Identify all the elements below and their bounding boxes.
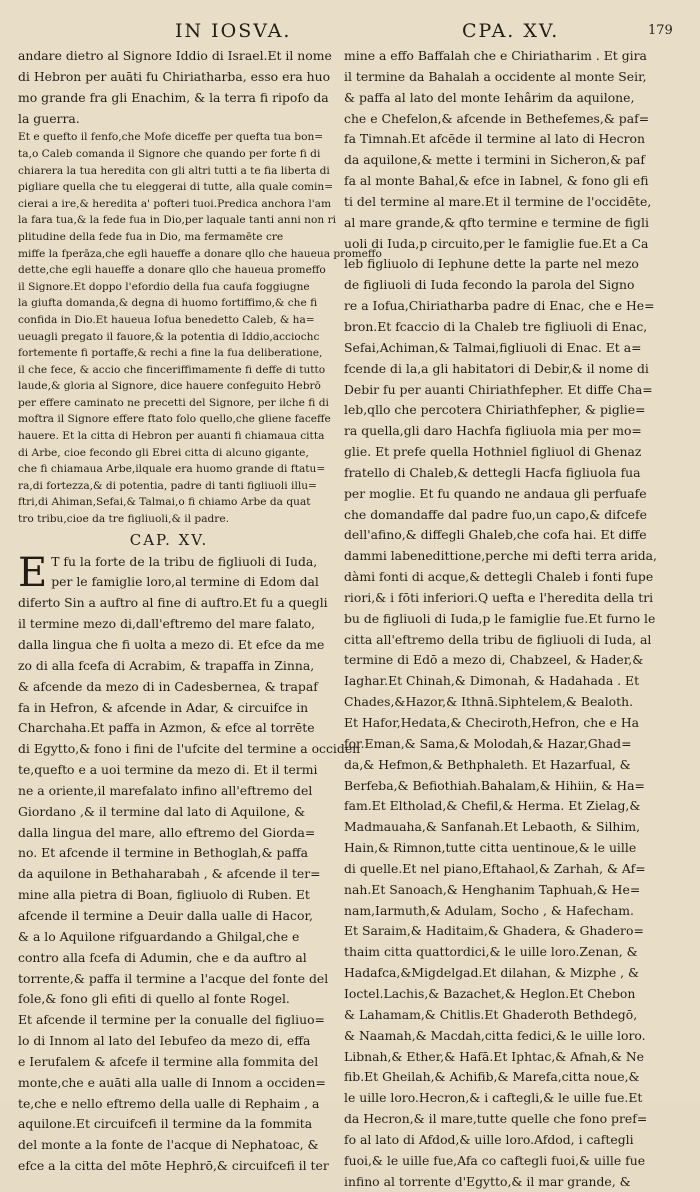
text-line: nah.Et Sanoach,& Henghanim Taphuah,& He= xyxy=(344,881,641,897)
text-line: bron.Et fcaccio di la Chaleb tre figliuoli di Enac, xyxy=(344,318,648,334)
text-line: nam,Iarmuth,& Adulam, Socho , & Hafecham. xyxy=(344,902,634,918)
text-line: dalla lingua che fi uolta a mezo di. Et efce da me xyxy=(18,637,325,652)
text-line: & Naamah,& Macdah,citta fedici,& le uille loro. xyxy=(344,1027,646,1043)
text-line: contro alla fcefa di Adumin, che e da auftro al xyxy=(18,949,307,965)
text-line: Madmauaha,& Sanfanah.Et Lebaoth, & Silhim, xyxy=(344,819,641,835)
text-line: il che fece, & accio che finceriffimamente fi deffe di tutto xyxy=(18,363,326,376)
text-line: da aquilone in Bethaharabah , & afcende il ter= xyxy=(18,866,321,882)
text-line: fa Timnah.Et afcēde il termine al lato di Hecron xyxy=(344,131,645,147)
text-line: bu de figliuoli di Iuda,p le famiglie fue.Et furno le xyxy=(344,610,656,626)
text-line: mine alla pietra di Boan, figliuolo di Ruben. Et xyxy=(18,887,310,903)
text-line: leb figliuolo di Iephune dette la parte nel mezo xyxy=(344,256,639,272)
text-line: Debir fu per auanti Chiriathfepher. Et diffe Cha= xyxy=(344,381,653,397)
running-header xyxy=(0,14,700,44)
text-line: ueuagli pregato il fauore,& la potentia di Iddio,acciochc xyxy=(18,330,320,343)
text-line: Et afcende il termine per la conualle del figliuo= xyxy=(18,1012,325,1028)
text-line: di Arbe, cioe fecondo gli Ebrei citta di alcuno gigante, xyxy=(18,446,309,459)
text-line: fcende di la,a gli habitatori di Debir,& il nome di xyxy=(344,360,649,376)
text-line: riori,& i fōti inferiori.Q uefta e l'heredita della tri xyxy=(344,589,654,605)
text-line: la giufta domanda,& degna di huomo fortiffimo,& che fi xyxy=(18,297,318,310)
page-number: 179 xyxy=(648,23,673,38)
text-line: termine di Edō a mezo di, Chabzeel, & Hader,& xyxy=(344,652,644,668)
text-line: uoli di Iuda,p circuito,per le famiglie fue.Et a Ca xyxy=(344,235,649,251)
text-line: e Ierufalem & afcefe il termine alla fommita del xyxy=(18,1053,319,1069)
text-line: ftri,di Ahiman,Sefai,& Talmai,o fi chiamo Arbe da quat xyxy=(18,496,311,509)
text-line: laude,& gloria al Signore, dice hauere confeguito Hebrō xyxy=(18,380,321,393)
commentary-block xyxy=(18,129,382,527)
text-line: aquilone.Et circuifcefi il termine da la fommita xyxy=(18,1116,313,1132)
text-line: de figliuoli di Iuda fecondo la parola del Signo xyxy=(344,277,635,293)
text-line: monte,che e auāti alla ualle di Innom a occiden= xyxy=(18,1074,326,1090)
chapter-text xyxy=(18,549,361,1177)
text-line: Berfeba,& Befiothiah.Bahalam,& Hihiin, & Ha= xyxy=(344,777,645,793)
text-line: che fi chiamaua Arbe,ilquale era huomo grande di ftatu= xyxy=(18,463,326,476)
text-line: per effere caminato ne precetti del Signore, per ilche fi di xyxy=(18,396,329,409)
text-line: & afcende da mezo di in Cadesbernea, & trapaf xyxy=(18,678,318,694)
text-line: miffe la fperāza,che egli haueffe a donare qllo che haueua promeffo xyxy=(18,247,382,260)
running-title-right: CPA. XV. xyxy=(462,20,560,42)
text-line: re a Iofua,Chiriatharba padre di Enac, che e He= xyxy=(344,298,655,314)
left-column xyxy=(18,46,382,1177)
text-line: fratello di Chaleb,& dettegli Hacfa figliuola fua xyxy=(344,464,641,480)
text-line: da,& Hefmon,& Bethphaleth. Et Hazarfual, & xyxy=(344,756,631,772)
text-line: Giordano ,& il termine dal lato di Aquilone, & xyxy=(18,803,306,819)
text-line: fuoi,& le uille fue,Afa co caftegli fuoi,& uille fue xyxy=(344,1152,646,1168)
text-line: fo al lato di Afdod,& uille loro.Afdod, i caftegli xyxy=(344,1131,634,1147)
text-line: dammi labenedittione,perche mi defti terra arida, xyxy=(344,548,657,564)
text-line: te,quefto e a uoi termine da mezo di. Et il termi xyxy=(18,762,318,778)
text-line: citta all'eftremo della tribu de figliuoli di Iuda, al xyxy=(344,631,652,647)
text-line: T fu la forte de la tribu de figliuoli di Iuda, xyxy=(51,553,318,569)
text-line: Hain,& Rimnon,tutte citta uentinoue,& le uille xyxy=(344,840,637,856)
text-line: Et Saraim,& Haditaim,& Ghadera, & Ghadero= xyxy=(344,923,644,939)
text-line: confida in Dio.Et haueua Iofua benedetto Caleb, & ha= xyxy=(18,313,315,326)
text-line: te,che e nello eftremo della ualle di Rephaim , a xyxy=(18,1095,320,1111)
text-line: Et Hafor,Hedata,& Checiroth,Hefron, che e Ha xyxy=(344,715,640,730)
text-line: mine a effo Baffalah che e Chiriatharim . Et gira xyxy=(344,48,647,63)
text-line: chiarera la tua heredita con gli altri tutti a te fia liberta di xyxy=(18,164,330,177)
text-line: le uille loro.Hecron,& i caftegli,& le uille fue.Et xyxy=(344,1090,643,1106)
text-line: ne a oriente,il marefalato infino all'eftremo del xyxy=(18,782,313,798)
text-line: Chades,&Hazor,& Ithnā.Siphtelem,& Bealoth. xyxy=(344,694,634,710)
text-line: pigliare quella che tu eleggerai di tutte, alla quale comin= xyxy=(18,181,334,194)
right-column xyxy=(344,46,676,1192)
text-line: for.Eman,& Sama,& Molodah,& Hazar,Ghad= xyxy=(344,735,632,751)
text-line: Iaghar.Et Chinah,& Dimonah, & Hadahada . Et xyxy=(344,673,640,689)
text-line: leb,qllo che percotera Chiriathfepher, & piglie= xyxy=(344,402,646,418)
text-line: Hadafca,&Migdelgad.Et dilahan, & Mizphe , & xyxy=(344,965,640,981)
text-line: zo di alla fcefa di Acrabim, & trapaffa in Zinna, xyxy=(18,657,315,673)
text-line: dàmi fonti di acque,& dettegli Chaleb i fonti fupe xyxy=(344,569,654,585)
text-line: cierai a ire,& heredita a' pofteri tuoi.Predica anchora l'am xyxy=(18,197,331,210)
text-line: di Hebron per auāti fu Chiriatharba, esso era huo xyxy=(18,68,331,84)
text-line: dell'afino,& diffegli Ghaleb,che cofa hai. Et diffe xyxy=(344,527,647,543)
left-column-top-text xyxy=(18,46,332,129)
text-line: efce a la citta del mōte Hephrō,& circuifcefi il ter xyxy=(18,1158,329,1174)
text-line: diferto Sin a auftro al fine di auftro.Et fu a quegli xyxy=(18,595,328,611)
text-line: fa in Hefron, & afcende in Adar, & circuifce in xyxy=(18,699,309,715)
text-line: ti del termine al mare.Et il termine de l'occidēte, xyxy=(344,193,652,209)
text-line: mo grande fra gli Enachim, & la terra fi ripofo da xyxy=(18,89,329,105)
text-line: fole,& fono gli efiti di quello al fonte Rogel. xyxy=(18,991,290,1007)
text-line: & paffa al lato del monte Iehârim da aquilone, xyxy=(344,89,635,105)
text-line: del monte a la fonte de l'acque di Nephatoac, & xyxy=(18,1137,319,1153)
text-line: Libnah,& Ether,& Hafā.Et Iphtac,& Afnah,& Ne xyxy=(344,1048,645,1064)
text-line: di Egytto,& fono i fini de l'ufcite del termine a occiden xyxy=(18,741,361,757)
drop-cap: E xyxy=(18,549,48,596)
text-line: da Hecron,& il mare,tutte quelle che fono pref= xyxy=(344,1111,648,1127)
text-line: dette,che egli haueffe a donare qllo che haueua promeffo xyxy=(18,264,326,277)
text-line: al mare grande,& qfto termine e termine de figli xyxy=(344,214,649,230)
text-line: infino al torrente d'Egytto,& il mar grande, & xyxy=(344,1173,631,1189)
text-line: ra,di fortezza,& di potentia, padre di tanti figliuoli illu= xyxy=(18,479,317,492)
text-line: Et e quefto il fenfo,che Mofe diceffe per quefta tua bon= xyxy=(18,131,324,144)
text-line: che domandaffe dal padre fuo,un capo,& difcefe xyxy=(344,506,647,522)
text-line: moftra il Signore effere ftato folo quello,che gliene faceffe xyxy=(18,413,331,426)
text-line: dalla lingua del mare, allo eftremo del Giorda= xyxy=(18,824,316,840)
text-line: da aquilone,& mette i termini in Sicheron,& paf xyxy=(344,152,645,168)
text-line: lo di Innom al lato del Iebufeo da mezo di, effa xyxy=(18,1033,311,1049)
text-line: glie. Et prefe quella Hothniel figliuol di Ghenaz xyxy=(344,444,642,460)
text-line: thaim citta quattordici,& le uille loro.Zenan, & xyxy=(344,944,638,960)
text-line: ra quella,gli daro Hachfa figliuola mia per mo= xyxy=(344,423,642,439)
text-line: no. Et afcende il termine in Bethoglah,& paffa xyxy=(18,845,308,861)
text-line: ta,o Caleb comanda il Signore che quando per forte fi di xyxy=(18,147,321,160)
text-line: hauere. Et la citta di Hebron per auanti fi chiamaua citta xyxy=(18,430,325,443)
chapter-heading: CAP. XV. xyxy=(129,530,209,549)
text-line: plitudine della fede fua in Dio, ma fermamēte cre xyxy=(18,230,284,243)
text-line: di quelle.Et nel piano,Eftahaol,& Zarhah, & Af= xyxy=(344,860,646,876)
text-line: andare dietro al Signore Iddio di Israel.Et il nome xyxy=(18,48,332,63)
text-line: Charchaha.Et paffa in Azmon, & efce al torrēte xyxy=(18,720,315,736)
text-line: per le famiglie loro,al termine di Edom dal xyxy=(51,574,319,590)
text-line: tro tribu,cioe da tre figliuoli,& il padre. xyxy=(18,513,229,526)
text-line: il termine da Bahalah a occidente al monte Seir, xyxy=(344,68,647,84)
text-line: & a lo Aquilone rifguardando a Ghilgal,che e xyxy=(18,928,300,944)
text-line: torrente,& paffa il termine a l'acque del fonte del xyxy=(18,970,329,986)
text-line: Ioctel.Lachis,& Bazachet,& Heglon.Et Chebon xyxy=(344,985,636,1001)
text-line: che e Chefelon,& afcende in Bethefemes,& paf= xyxy=(344,110,650,126)
text-line: afcende il termine a Deuir dalla ualle di Hacor, xyxy=(18,907,313,923)
text-line: la fara tua,& la fede fua in Dio,per laquale tanti anni non ri xyxy=(18,214,337,227)
text-line: Sefai,Achiman,& Talmai,figliuoli di Enac. Et a= xyxy=(344,339,642,355)
text-line: fa al monte Bahal,& efce in Iabnel, & fono gli efi xyxy=(344,173,649,189)
text-line: fib.Et Gheilah,& Achifib,& Marefa,citta noue,& xyxy=(344,1069,640,1085)
text-line: il Signore.Et doppo l'efordio della fua caufa foggiugne xyxy=(18,280,310,293)
text-line: & Lahamam,& Chitlis.Et Ghaderoth Bethdegō, xyxy=(344,1006,638,1022)
running-title-left: IN IOSVA. xyxy=(175,20,292,42)
text-line: fam.Et Eltholad,& Chefil,& Herma. Et Zielag,& xyxy=(344,798,641,814)
text-line: il termine mezo di,dall'eftremo del mare falato, xyxy=(18,616,316,632)
text-line: fortemente fi portaffe,& rechi a fine la fua deliberatione, xyxy=(18,347,323,360)
text-line: per moglie. Et fu quando ne andaua gli perfuafe xyxy=(344,485,647,501)
text-line: la guerra. xyxy=(18,110,80,126)
